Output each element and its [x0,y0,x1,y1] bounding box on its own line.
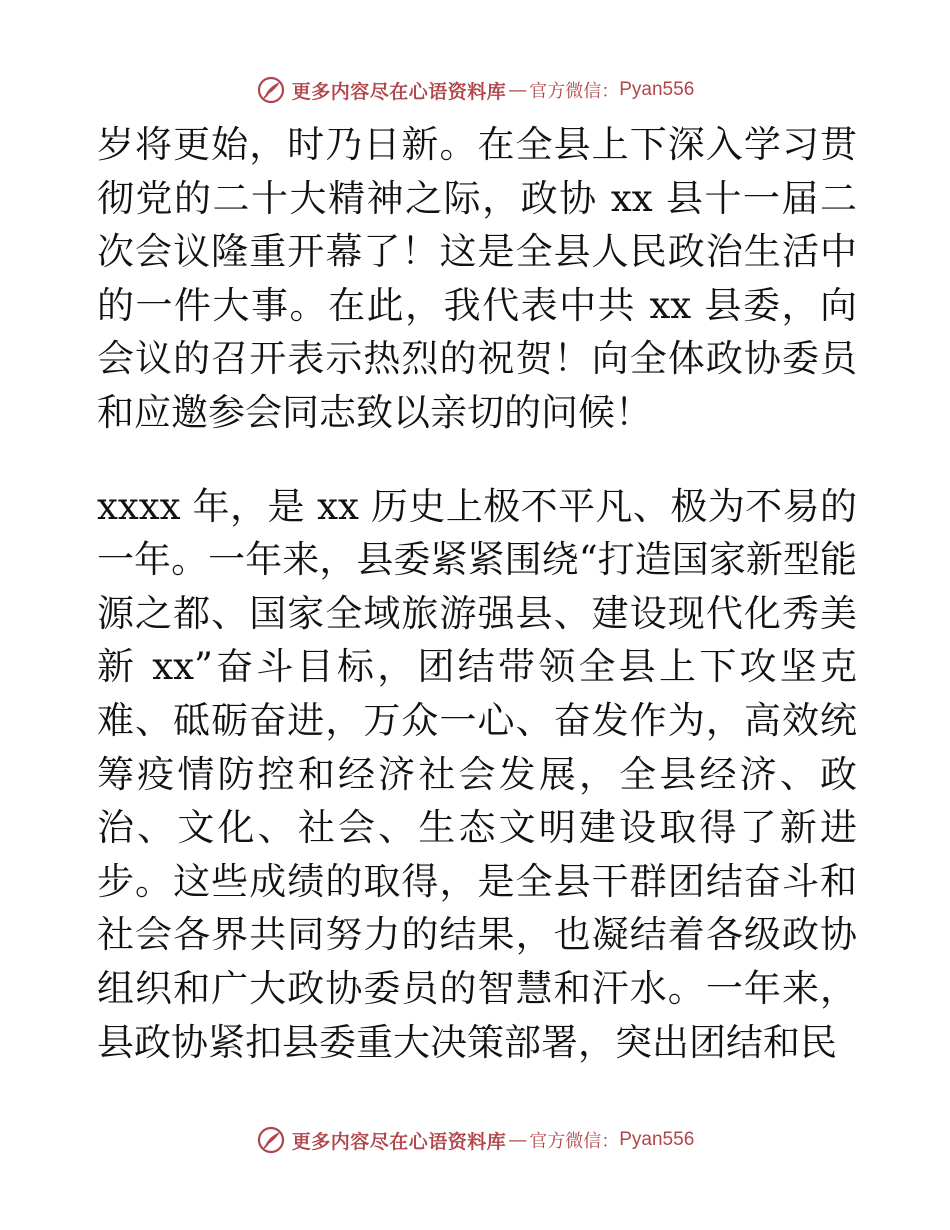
quill-circle-icon [256,75,286,105]
quill-circle-icon [256,1125,286,1155]
header-official-label: 官方微信： [529,81,620,102]
footer-main-text: 更多内容尽在心语资料库 [291,1130,507,1153]
header-separator: — [508,79,528,101]
header-main-text: 更多内容尽在心语资料库 [291,80,507,103]
header-wechat-id: Pyan556 [619,79,695,100]
paragraph-2: xxxx 年，是 xx 历史上极不平凡、极为不易的一年。一年来，县委紧紧围绕“打造国家新型能源之都、国家全域旅游强县、建设现代化秀美新 xx”奋斗目标，团结带领全县上下攻坚克难、砥砺奋进，万众一心、奋发作为，高效统筹疫情防控和经济社会发展，全县经济、政治、文化、社会、生态文明建设取得了新进步。这些成绩的取得，是全县干群团结奋斗和社会各界共同努力的结果，也凝结着各级政协组织和广大政协委员的智慧和汗水。一年来，县政协紧扣县委重大决策部署，突出团结和民 [97,484,857,1064]
header-banner[interactable] [0,70,950,110]
footer-wechat-id: Pyan556 [619,1129,695,1150]
footer-official-label: 官方微信： [529,1131,620,1152]
footer-banner[interactable] [0,1120,950,1160]
document-body [97,118,857,1069]
footer-separator: — [508,1129,528,1151]
paragraph-1: 岁将更始，时乃日新。在全县上下深入学习贯彻党的二十大精神之际，政协 xx 县十一届二次会议隆重开幕了！这是全县人民政治生活中的一件大事。在此，我代表中共 xx 县委，向会议的召开表示热烈的祝贺！向全体政协委员和应邀参会同志致以亲切的问候！ [97,123,857,434]
